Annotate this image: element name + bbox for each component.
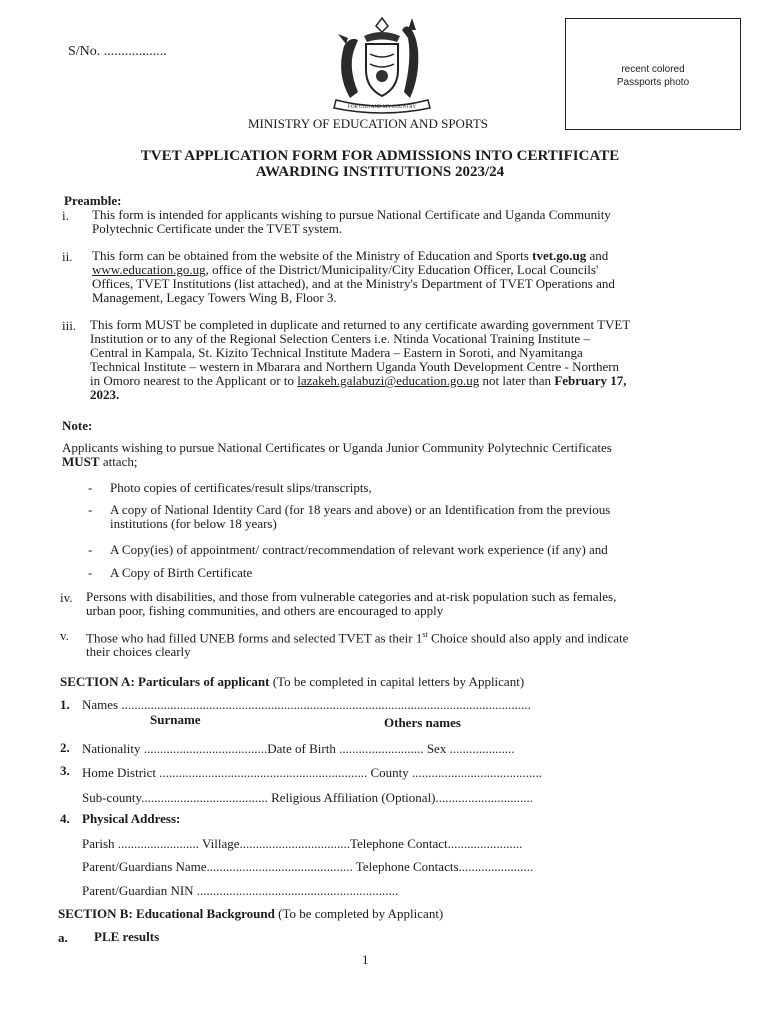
preamble-i-line-1: This form is intended for applicants wishing to pursue National Certificate and Uganda Community <box>92 207 611 222</box>
bullet-dash: - <box>88 502 93 517</box>
nationality-dob-sex-field[interactable]: Nationality ......................................Date of Birth .......................... Sex .................... <box>82 741 515 756</box>
note-heading: Note: <box>62 418 93 433</box>
preamble-iii-line-2: Institution or to any of the Regional Selection Centers i.e. Ntinda Vocational Training Institute – <box>90 331 590 346</box>
q3-number: 3. <box>60 763 70 778</box>
ple-number: a. <box>58 930 68 945</box>
form-title-line-1: TVET APPLICATION FORM FOR ADMISSIONS INTO CERTIFICATE <box>140 148 620 164</box>
list-item <box>86 481 686 495</box>
contact-email-link[interactable]: lazakeh.galabuzi@education.go.ug <box>297 373 480 388</box>
serial-number: S/No. .................. <box>68 44 167 59</box>
note-v-superscript: st <box>422 630 428 639</box>
item-number: iii. <box>62 318 77 333</box>
photo-box-label-1: recent colored <box>621 64 685 75</box>
q1-number: 1. <box>60 697 70 712</box>
q2-number: 2. <box>60 740 70 755</box>
section-b-title: SECTION B: Educational Background <box>58 906 275 921</box>
form-title-line-2: AWARDING INSTITUTIONS 2023/24 <box>255 164 505 180</box>
attachment-2-line-1: A copy of National Identity Card (for 18 years and above) or an Identification from the previous <box>110 502 611 517</box>
preamble-ii-line-1a: This form can be obtained from the website of the Ministry of Education and Sports <box>92 248 533 263</box>
section-b-instruction: (To be completed by Applicant) <box>274 906 444 921</box>
preamble-ii-line-2b: , office of the District/Municipality/City Education Officer, Local Councils' <box>205 262 599 277</box>
attachment-3: A Copy(ies) of appointment/ contract/recommendation of relevant work experience (if any) and <box>110 542 608 557</box>
tvet-website-link[interactable]: tvet.go.ug <box>532 248 587 263</box>
item-number: v. <box>60 628 69 643</box>
preamble-heading: Preamble: <box>64 193 122 208</box>
attachment-4: A Copy of Birth Certificate <box>110 565 253 580</box>
ministry-name: MINISTRY OF EDUCATION AND SPORTS <box>248 116 488 131</box>
section-b-heading <box>58 906 443 922</box>
item-number: iv. <box>60 590 73 605</box>
page-number: 1 <box>362 952 369 967</box>
note-must: MUST <box>62 454 100 469</box>
note-iv-line-2: urban poor, fishing communities, and others are encouraged to apply <box>86 603 444 618</box>
deadline-year: 2023. <box>90 387 120 402</box>
parish-village-telephone-field[interactable]: Parish ......................... Village..................................Telephone Contact....................... <box>82 836 523 851</box>
subcounty-religion-field[interactable]: Sub-county....................................... Religious Affiliation (Optional).............................. <box>82 790 534 805</box>
education-website-link[interactable]: www.education.go.ug <box>92 262 206 277</box>
surname-label: Surname <box>150 712 201 727</box>
section-a-instruction: (To be completed in capital letters by Applicant) <box>269 674 525 689</box>
section-a-title: SECTION A: Particulars of applicant <box>60 674 270 689</box>
deadline-date: February 17, <box>554 373 627 388</box>
guardian-nin-field[interactable]: Parent/Guardian NIN .............................................................. <box>82 883 399 898</box>
bullet-dash: - <box>88 542 93 557</box>
list-item <box>86 566 686 580</box>
bullet-dash: - <box>88 480 93 495</box>
passport-photo-box <box>565 18 741 130</box>
guardian-name-telephone-field[interactable]: Parent/Guardians Name............................................. Telephone Contacts....................... <box>82 859 534 874</box>
preamble-iii-line-5c: not later than <box>479 373 555 388</box>
note-iv-line-1: Persons with disabilities, and those from vulnerable categories and at-risk population such as females, <box>86 589 617 604</box>
note-v-line-1b: Choice should also apply and indicate <box>427 630 629 646</box>
q4-number: 4. <box>60 811 70 826</box>
note-v-line-2: their choices clearly <box>86 644 191 660</box>
preamble-ii-line-4: Management, Legacy Towers Wing B, Floor 3. <box>92 290 337 305</box>
section-a-heading <box>60 674 524 690</box>
ple-results-label: PLE results <box>94 929 160 944</box>
bullet-dash: - <box>88 565 93 580</box>
coat-of-arms-icon <box>322 14 442 114</box>
attachment-2-line-2: institutions (for below 18 years) <box>110 516 277 531</box>
list-item <box>86 503 686 531</box>
preamble-iii-line-5a: in Omoro nearest to the Applicant or to <box>90 373 298 388</box>
photo-box-label-2: Passports photo <box>616 77 690 88</box>
preamble-iii-line-3: Central in Kampala, St. Kizito Technical Institute Madera – Eastern in Soroti, and Nyamitanga <box>90 345 583 360</box>
coat-of-arms-motto: FOR GOD AND MY COUNTRY <box>348 105 416 110</box>
preamble-ii-line-1c: and <box>586 248 609 263</box>
names-field[interactable]: Names .............................................................................................................................. <box>82 697 531 712</box>
physical-address-label: Physical Address: <box>82 811 181 826</box>
list-item <box>86 543 686 557</box>
item-number: i. <box>62 208 69 223</box>
preamble-i-line-2: Polytechnic Certificate under the TVET system. <box>92 221 343 236</box>
item-number: ii. <box>62 249 73 264</box>
note-intro-line-1: Applicants wishing to pursue National Certificates or Uganda Junior Community Polytechnic Certificates <box>62 440 612 455</box>
home-district-county-field[interactable]: Home District ................................................................ County ........................................ <box>82 765 543 780</box>
other-names-label: Others names <box>384 715 461 730</box>
preamble-ii-line-3: Offices, TVET Institutions (list attached), and at the Ministry's Department of TVET Operations and <box>92 276 615 291</box>
note-v-line-1a: Those who had filled UNEB forms and selected TVET as their 1 <box>86 630 423 646</box>
attachment-1: Photo copies of certificates/result slips/transcripts, <box>110 480 372 495</box>
preamble-iii-line-4: Technical Institute – western in Mbarara and Northern Uganda Youth Development Centre - Northern <box>90 359 620 374</box>
note-intro-line-2: attach; <box>99 454 138 469</box>
preamble-iii-line-1: This form MUST be completed in duplicate and returned to any certificate awarding government TVET <box>90 317 631 332</box>
note-intro <box>62 441 682 469</box>
